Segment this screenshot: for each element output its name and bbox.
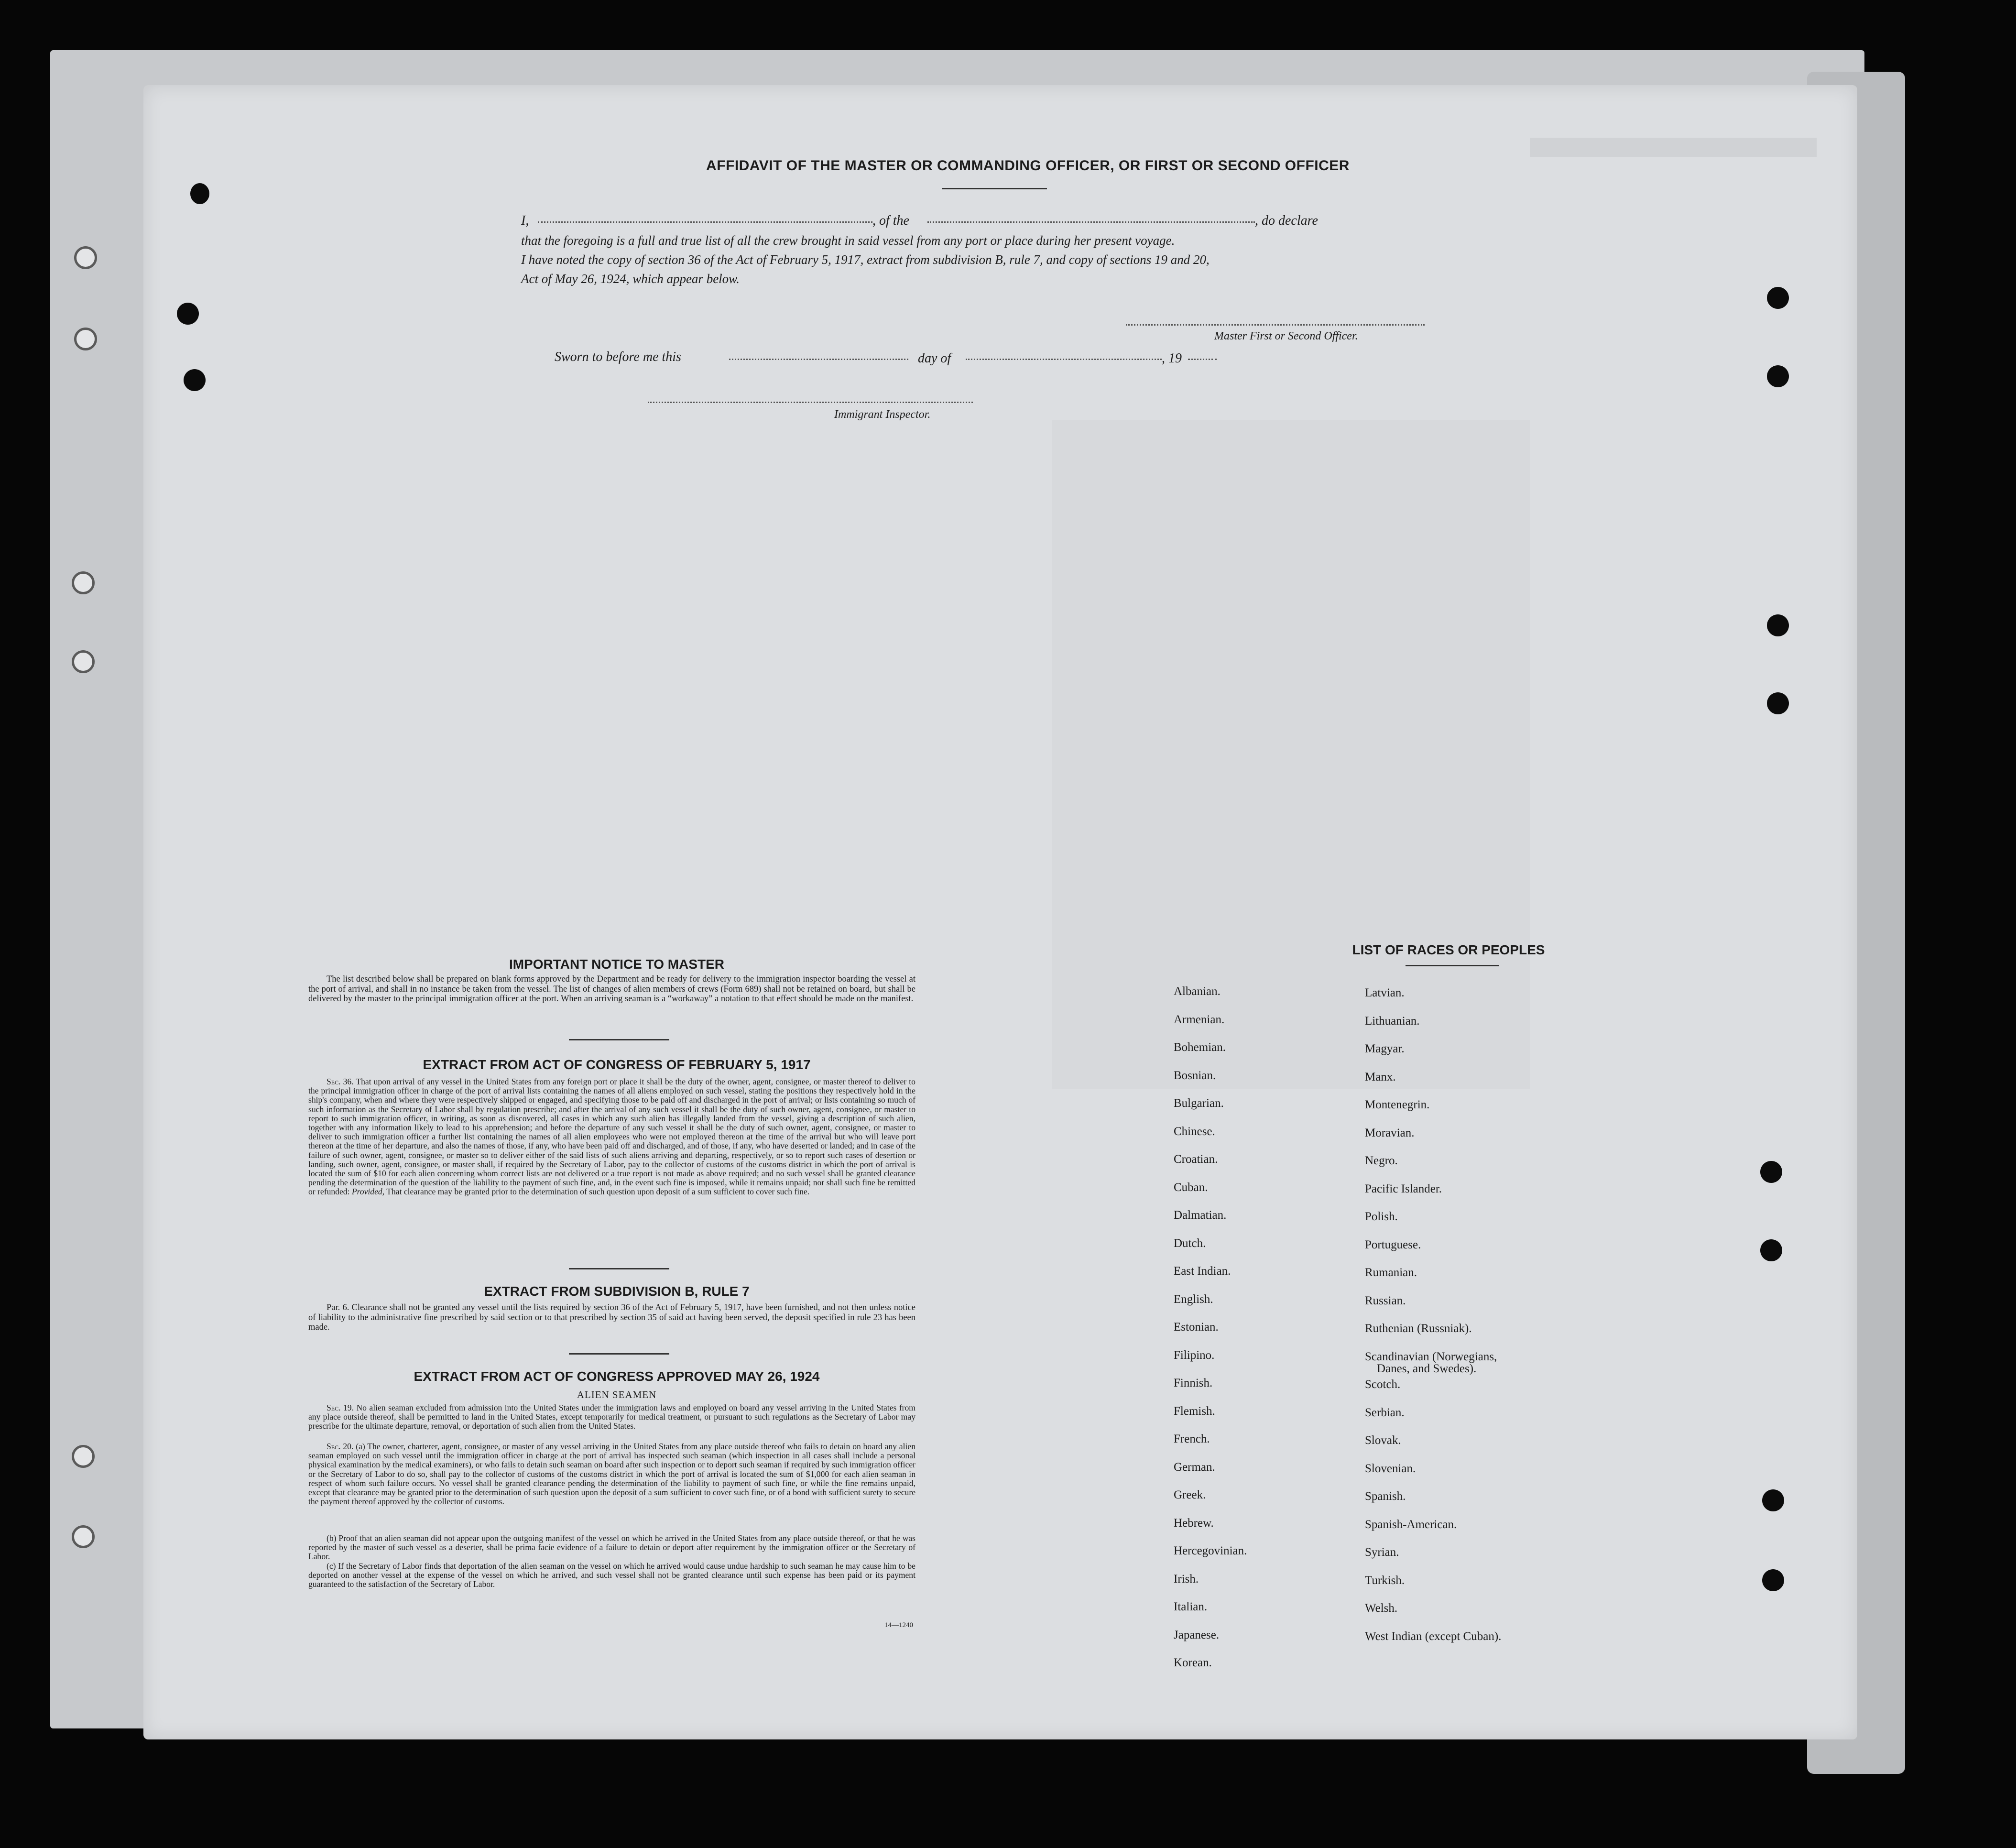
race-item: Greek. xyxy=(1174,1488,1206,1501)
race-item: Bulgarian. xyxy=(1174,1097,1224,1110)
binder-hole xyxy=(190,183,209,204)
binder-hole-ring xyxy=(72,571,95,594)
race-item: Danes, and Swedes). xyxy=(1377,1362,1477,1375)
extract-rule7-title: EXTRACT FROM SUBDIVISION B, RULE 7 xyxy=(484,1284,750,1299)
sec-19-label: Sec. 19. xyxy=(327,1403,354,1412)
race-item: Hercegovinian. xyxy=(1174,1544,1247,1557)
binder-hole-ring xyxy=(72,650,95,673)
affidavit-body-3: Act of May 26, 1924, which appear below. xyxy=(521,272,740,286)
title-rule xyxy=(942,188,1047,189)
master-signature-caption: Master First or Second Officer. xyxy=(1214,330,1358,342)
inspector-signature-line[interactable] xyxy=(648,402,973,403)
affidavit-body-1: that the foregoing is a full and true list of all the crew brought in said vessel from any port or place during her present voyage. xyxy=(521,233,1175,248)
binder-hole-right xyxy=(1762,1569,1784,1591)
race-item: Turkish. xyxy=(1365,1574,1405,1587)
extract-1917-rule xyxy=(569,1268,669,1269)
race-item: Cuban. xyxy=(1174,1181,1208,1194)
race-item: Syrian. xyxy=(1365,1546,1399,1559)
inspector-caption: Immigrant Inspector. xyxy=(834,408,931,421)
year-label: , 19 xyxy=(1162,351,1182,366)
race-item: Albanian. xyxy=(1174,985,1220,998)
binder-hole-ring xyxy=(74,328,97,350)
sec-36-body: That upon arrival of any vessel in the United States from any foreign port or place it shall be the duty of the owner, agent, consignee, or master thereof to deliver to the principal immigration officer in charge of the port of arrival lists containing the names of all aliens employed on such vessel, stating the positions they respectively hold in the ship's company, when and where they were respectively shipped or engaged, and specifying those to be paid off and discharged in the port of arrival; or lists containing so much of such information as the Secretary of Labor shall by regulation prescribe; and after the arrival of any such vessel it shall be the duty of such owner, agent, consignee, or master to report to such immigration officer, in writing, as soon as discovered, all cases in which any such alien has illegally landed from the vessel, giving a description of such alien, together with any information likely to lead to his apprehension; and before the departure of any such vessel it shall be the duty of such owner, agent, consignee, or master to deliver to such immigration officer a further list containing the names of all alien employees who were not employed thereon at the time of the arrival but who will leave port thereon at the time of her departure, and also the names of those, if any, who have been paid off and discharged, and of those, if any, who have deserted or landed; and in case of the failure of such owner, agent, consignee, or master so to deliver either of the said lists of such aliens arriving and departing, respectively, or so to report such cases of desertion or landing, such owner, agent, consignee, or master shall, if required by the Secretary of Labor, pay to the collector of customs of the customs district in which the port of arrival is located the sum of $10 for each alien concerning whom correct lists are not delivered or a true report is not made as above required; and no such vessel shall be granted clearance pending the determination of the question of the liability to the payment of such fine, and, in the event such fine is imposed, while it remains unpaid; nor shall such fine be remitted or refunded: xyxy=(308,1077,915,1197)
alien-seamen-subtitle: ALIEN SEAMEN xyxy=(577,1389,657,1400)
extract-rule7-text: Par. 6. Clearance shall not be granted any vessel until the lists required by section 36 of the Act of February 5, 1917, have been furnished, and not then unless notice of liability to the administrative fine prescribed by said section or to that prescribed by section 35 of said act having been served, the deposit specified in rule 23 has been made. xyxy=(308,1303,915,1332)
race-item: Russian. xyxy=(1365,1294,1406,1307)
name-field[interactable] xyxy=(538,221,872,223)
extract-1924-sec19 xyxy=(308,1403,915,1431)
extract-1924-sec20a xyxy=(308,1442,915,1506)
sec-20a-body: (a) The owner, charterer, agent, consignee, or master of any vessel arriving in the United States from any place outside thereof who fails to detain on board any alien seaman employed on such vessel until the immigration officer in charge at the port of arrival has inspected such seaman (which inspection in all cases shall include a personal physical examination by the medical examiners), or who fails to detain such seaman on board after such inspection or to deport such seaman if required by such immigration officer or the Secretary of Labor to do so, shall pay to the collector of customs of the customs district in which the port of arrival is located the sum of $1,000 for each alien seaman in respect of whom such failure occurs. No vessel shall be granted clearance pending the determination of the liability to payment of such fine, or while the fine remains unpaid, except that clearance may be granted prior to the determination of such question upon the deposit of a sum sufficient to cover such fine, or of a bond with sufficient surety to secure the payment thereof approved by the collector of customs. xyxy=(308,1442,915,1507)
race-item: Scotch. xyxy=(1365,1378,1401,1391)
affidavit-do-declare: , do declare xyxy=(1255,213,1318,228)
race-item: Dalmatian. xyxy=(1174,1209,1227,1222)
extract-1917-text xyxy=(308,1077,915,1197)
race-item: Slovak. xyxy=(1365,1434,1401,1447)
race-item: Negro. xyxy=(1365,1154,1398,1167)
binder-hole-ring xyxy=(72,1445,95,1468)
race-item: Magyar. xyxy=(1365,1042,1405,1055)
race-item: Manx. xyxy=(1365,1070,1396,1083)
race-item: Serbian. xyxy=(1365,1406,1405,1419)
race-item: Spanish. xyxy=(1365,1490,1406,1503)
races-title: LIST OF RACES OR PEOPLES xyxy=(1352,942,1545,957)
race-item: Welsh. xyxy=(1365,1602,1398,1615)
race-item: Dutch. xyxy=(1174,1236,1206,1250)
race-item: Bohemian. xyxy=(1174,1041,1226,1054)
race-item: West Indian (except Cuban). xyxy=(1365,1629,1502,1643)
race-item: Korean. xyxy=(1174,1656,1212,1669)
race-item: Ruthenian (Russniak). xyxy=(1365,1322,1472,1335)
year-field[interactable] xyxy=(1188,359,1217,360)
race-item: Finnish. xyxy=(1174,1377,1213,1389)
race-item: Latvian. xyxy=(1365,986,1405,999)
binder-hole xyxy=(184,369,206,391)
extract-1917-title: EXTRACT FROM ACT OF CONGRESS OF FEBRUARY 5, 1917 xyxy=(423,1057,811,1072)
bleed-through-shadow xyxy=(1530,138,1817,157)
race-item: Spanish-American. xyxy=(1365,1518,1457,1531)
race-item: East Indian. xyxy=(1174,1265,1231,1278)
binder-hole-ring xyxy=(72,1525,95,1548)
binder-hole-right xyxy=(1767,614,1789,636)
races-rule xyxy=(1406,965,1499,966)
race-item: Pacific Islander. xyxy=(1365,1182,1442,1195)
race-item: Moravian. xyxy=(1365,1126,1415,1139)
race-item: Italian. xyxy=(1174,1600,1208,1613)
sworn-label: Sworn to before me this xyxy=(555,350,681,364)
extract-1924-title: EXTRACT FROM ACT OF CONGRESS APPROVED MAY 26, 1924 xyxy=(414,1369,820,1384)
sec-36-label: Sec. 36. xyxy=(327,1077,354,1086)
notice-title: IMPORTANT NOTICE TO MASTER xyxy=(509,957,725,972)
master-signature-line[interactable] xyxy=(1126,324,1425,326)
race-item: Japanese. xyxy=(1174,1628,1220,1641)
race-item: Bosnian. xyxy=(1174,1069,1216,1082)
affidavit-of-the: , of the xyxy=(872,213,909,228)
affidavit-title: AFFIDAVIT OF THE MASTER OR COMMANDING OFFICER, OR FIRST OR SECOND OFFICER xyxy=(706,158,1350,174)
extract-rule7-rule xyxy=(569,1353,669,1355)
binder-hole-right xyxy=(1760,1239,1782,1261)
form-number: 14—1240 xyxy=(884,1621,913,1629)
extract-1924-sec20c: (c) If the Secretary of Labor finds that deportation of the alien seaman on the vessel on which he arrived would cause undue hardship to such seaman he may cause him to be deported on another vessel at the expense of the vessel on which he arrived, and such vessel shall not be granted clearance until such expense has been paid or its payment guaranteed to the satisfaction of the Secretary of Labor. xyxy=(308,1561,915,1589)
race-item: Montenegrin. xyxy=(1365,1098,1430,1111)
race-item: English. xyxy=(1174,1292,1213,1306)
race-item: Slovenian. xyxy=(1365,1462,1416,1475)
day-of-label: day of xyxy=(918,351,951,366)
binder-hole-ring xyxy=(74,246,97,269)
race-item: Croatian. xyxy=(1174,1153,1218,1166)
race-item: Armenian. xyxy=(1174,1013,1225,1026)
sec-20-label: Sec. 20. xyxy=(327,1442,354,1451)
affidavit-body-2: I have noted the copy of section 36 of the Act of February 5, 1917, extract from subdivision B, rule 7, and copy of sections 19 and 20, xyxy=(521,252,1210,267)
notice-text: The list described below shall be prepared on blank forms approved by the Department and be ready for delivery to the immigration inspector boarding the vessel at the port of arrival, and shall in no instance be taken from the vessel. The list of changes of alien members of crews (Form 689) shall not be retained on board, but shall be delivered by the master to the principal immigration officer at the port. When an arriving seaman is a “workaway” a notation to that effect should be made on the manifest. xyxy=(308,974,915,1004)
affidavit-page xyxy=(143,85,1857,1739)
month-field[interactable] xyxy=(966,359,1162,360)
provided-word: Provided, xyxy=(351,1187,385,1197)
race-item: Estonian. xyxy=(1174,1321,1219,1334)
race-item: Scandinavian (Norwegians, xyxy=(1365,1350,1497,1363)
sworn-date-field[interactable] xyxy=(729,359,908,360)
extract-1924-sec20b: (b) Proof that an alien seaman did not appear upon the outgoing manifest of the vessel on which he arrived in the United States from any place outside thereof, or that he was reported by the master of such vessel as a deserter, shall be prima facie evidence of a failure to detain or deport after requirement by the immigration officer or the Secretary of Labor. xyxy=(308,1533,915,1562)
bleed-through-shadow-2 xyxy=(1052,420,1530,1089)
race-item: Portuguese. xyxy=(1365,1238,1421,1251)
race-item: Lithuanian. xyxy=(1365,1014,1420,1028)
binder-hole-right xyxy=(1762,1489,1784,1511)
race-item: Rumanian. xyxy=(1365,1266,1417,1279)
race-item: Irish. xyxy=(1174,1572,1199,1586)
notice-rule xyxy=(569,1039,669,1040)
binder-hole-right xyxy=(1760,1161,1782,1183)
binder-hole-right xyxy=(1767,692,1789,714)
race-item: Chinese. xyxy=(1174,1125,1215,1138)
race-item: Filipino. xyxy=(1174,1348,1215,1362)
affidavit-i-label: I, xyxy=(521,213,529,228)
sec-36-end: That clearance may be granted prior to the determination of such question upon deposit of a sum sufficient to cover such fine. xyxy=(386,1187,810,1197)
race-item: Flemish. xyxy=(1174,1404,1215,1418)
sec-19-body: No alien seaman excluded from admission into the United States under the immigration laws and employed on board any vessel arriving in the United States from any place outside thereof, shall be permitted to land in the United States, except temporarily for medical treatment, or pursuant to such regulations as the Secretary of Labor may prescribe for the ultimate departure, removal, or deportation of such alien from the United States. xyxy=(308,1403,915,1431)
binder-hole-right xyxy=(1767,365,1789,387)
race-item: Hebrew. xyxy=(1174,1516,1214,1530)
vessel-field[interactable] xyxy=(927,221,1255,223)
race-item: German. xyxy=(1174,1460,1215,1474)
race-item: Polish. xyxy=(1365,1210,1398,1223)
binder-hole xyxy=(177,303,199,325)
binder-hole-right xyxy=(1767,287,1789,309)
race-item: French. xyxy=(1174,1432,1210,1445)
